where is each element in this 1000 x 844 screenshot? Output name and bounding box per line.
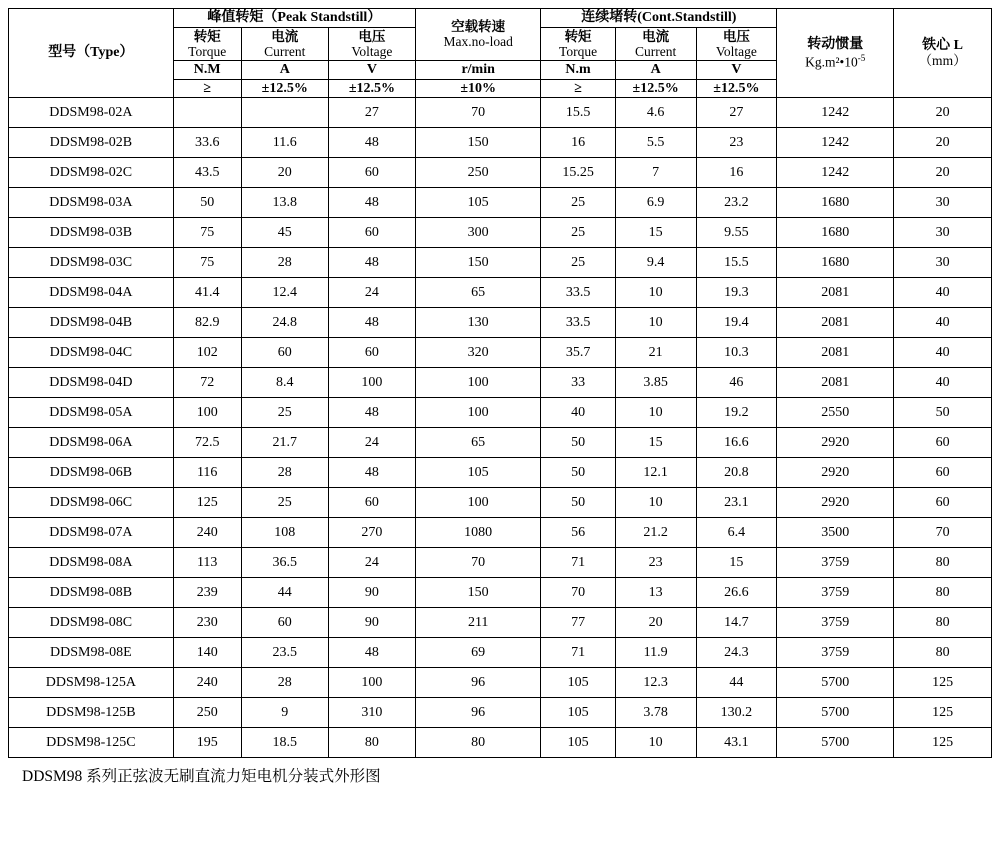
cell-peak-voltage: 24	[328, 428, 415, 458]
cell-peak-current: 23.5	[241, 638, 328, 668]
cell-cont-current: 15	[615, 218, 696, 248]
cell-core-length: 125	[894, 728, 992, 758]
cell-cont-current: 21.2	[615, 518, 696, 548]
cell-peak-torque: 195	[173, 728, 241, 758]
cell-peak-torque: 250	[173, 698, 241, 728]
cell-peak-current: 108	[241, 518, 328, 548]
cell-type: DDSM98-08C	[9, 608, 174, 638]
cell-cont-voltage: 27	[696, 98, 777, 128]
table-row	[9, 488, 992, 518]
cell-inertia: 3759	[777, 608, 894, 638]
cell-inertia: 2550	[777, 398, 894, 428]
cell-cont-torque: 50	[541, 428, 615, 458]
cell-peak-voltage: 90	[328, 608, 415, 638]
cell-cont-current: 15	[615, 428, 696, 458]
cell-cont-voltage: 23	[696, 128, 777, 158]
cell-peak-voltage: 100	[328, 668, 415, 698]
unit-cont-current: A	[615, 60, 696, 79]
cell-type: DDSM98-08A	[9, 548, 174, 578]
cell-cont-torque: 25	[541, 188, 615, 218]
cell-no-load-speed: 69	[415, 638, 540, 668]
cell-peak-current: 11.6	[241, 128, 328, 158]
header-group-max-no-load	[415, 9, 540, 61]
header-peak-current-cn: 电流	[271, 28, 299, 44]
cell-peak-voltage: 60	[328, 488, 415, 518]
cell-type: DDSM98-04B	[9, 308, 174, 338]
cell-cont-current: 23	[615, 548, 696, 578]
header-cont-torque	[541, 27, 615, 60]
header-core-length	[894, 9, 992, 98]
cell-type: DDSM98-06C	[9, 488, 174, 518]
motor-spec-table	[8, 8, 992, 758]
cell-cont-voltage: 16.6	[696, 428, 777, 458]
cell-peak-current: 12.4	[241, 278, 328, 308]
cell-type: DDSM98-04A	[9, 278, 174, 308]
table-row	[9, 278, 992, 308]
cell-peak-current: 44	[241, 578, 328, 608]
cell-cont-torque: 56	[541, 518, 615, 548]
cell-inertia: 2081	[777, 278, 894, 308]
cell-cont-current: 12.1	[615, 458, 696, 488]
cell-inertia: 2081	[777, 368, 894, 398]
tolerance-peak-current: ±12.5%	[241, 79, 328, 98]
cell-type: DDSM98-06B	[9, 458, 174, 488]
header-length-cn: 铁心 L	[922, 37, 963, 53]
cell-type: DDSM98-03A	[9, 188, 174, 218]
cell-type: DDSM98-125B	[9, 698, 174, 728]
cell-no-load-speed: 130	[415, 308, 540, 338]
cell-cont-current: 10	[615, 308, 696, 338]
cell-peak-current: 28	[241, 248, 328, 278]
cell-inertia: 1242	[777, 128, 894, 158]
table-row	[9, 518, 992, 548]
tolerance-cont-current: ±12.5%	[615, 79, 696, 98]
cell-no-load-speed: 100	[415, 488, 540, 518]
cell-core-length: 60	[894, 458, 992, 488]
cell-cont-voltage: 14.7	[696, 608, 777, 638]
cell-cont-current: 6.9	[615, 188, 696, 218]
cell-core-length: 125	[894, 698, 992, 728]
cell-peak-voltage: 24	[328, 548, 415, 578]
cell-cont-torque: 50	[541, 458, 615, 488]
table-row	[9, 578, 992, 608]
header-peak-current	[241, 27, 328, 60]
cell-peak-voltage: 48	[328, 128, 415, 158]
cell-peak-current: 28	[241, 668, 328, 698]
unit-peak-torque: N.M	[173, 60, 241, 79]
cell-cont-voltage: 15	[696, 548, 777, 578]
cell-no-load-speed: 100	[415, 398, 540, 428]
cell-inertia: 5700	[777, 698, 894, 728]
cell-no-load-speed: 100	[415, 368, 540, 398]
header-noload-cn: 空载转速	[451, 19, 506, 35]
cell-core-length: 40	[894, 308, 992, 338]
cell-no-load-speed: 96	[415, 698, 540, 728]
cell-core-length: 60	[894, 488, 992, 518]
cell-cont-voltage: 130.2	[696, 698, 777, 728]
cell-peak-current: 13.8	[241, 188, 328, 218]
cell-cont-torque: 25	[541, 248, 615, 278]
cell-cont-current: 3.78	[615, 698, 696, 728]
table-row	[9, 608, 992, 638]
cell-no-load-speed: 1080	[415, 518, 540, 548]
cell-cont-voltage: 19.3	[696, 278, 777, 308]
cell-cont-torque: 35.7	[541, 338, 615, 368]
cell-cont-torque: 15.25	[541, 158, 615, 188]
cell-peak-current	[241, 98, 328, 128]
figure-caption: DDSM98 系列正弦波无刷直流力矩电机分装式外形图	[22, 768, 381, 786]
cell-peak-current: 18.5	[241, 728, 328, 758]
header-cont-current-cn: 电流	[642, 28, 670, 44]
cell-type: DDSM98-02A	[9, 98, 174, 128]
cell-inertia: 1680	[777, 218, 894, 248]
cell-inertia: 5700	[777, 728, 894, 758]
cell-core-length: 40	[894, 278, 992, 308]
table-row	[9, 728, 992, 758]
table-row	[9, 668, 992, 698]
cell-no-load-speed: 211	[415, 608, 540, 638]
cell-peak-voltage: 48	[328, 398, 415, 428]
cell-core-length: 70	[894, 518, 992, 548]
tolerance-no-load-speed: ±10%	[415, 79, 540, 98]
table-body	[9, 98, 992, 758]
table-header	[9, 9, 992, 98]
cell-peak-torque: 239	[173, 578, 241, 608]
cell-peak-current: 20	[241, 158, 328, 188]
table-row	[9, 218, 992, 248]
cell-type: DDSM98-125A	[9, 668, 174, 698]
cell-peak-torque: 240	[173, 668, 241, 698]
cell-cont-voltage: 19.2	[696, 398, 777, 428]
cell-peak-voltage: 90	[328, 578, 415, 608]
header-inertia-cn: 转动惯量	[807, 36, 864, 52]
cell-type: DDSM98-07A	[9, 518, 174, 548]
table-row	[9, 308, 992, 338]
header-cont-current	[615, 27, 696, 60]
cell-peak-torque: 102	[173, 338, 241, 368]
cell-type: DDSM98-125C	[9, 728, 174, 758]
cell-no-load-speed: 320	[415, 338, 540, 368]
header-row-groups	[9, 9, 992, 28]
cell-cont-torque: 16	[541, 128, 615, 158]
table-row	[9, 548, 992, 578]
cell-cont-torque: 33.5	[541, 278, 615, 308]
cell-peak-current: 8.4	[241, 368, 328, 398]
cell-inertia: 2920	[777, 458, 894, 488]
cell-peak-voltage: 100	[328, 368, 415, 398]
cell-peak-torque: 82.9	[173, 308, 241, 338]
header-inertia-exp: -5	[857, 52, 866, 63]
tolerance-peak-voltage: ±12.5%	[328, 79, 415, 98]
cell-type: DDSM98-03B	[9, 218, 174, 248]
cell-cont-voltage: 19.4	[696, 308, 777, 338]
cell-cont-voltage: 44	[696, 668, 777, 698]
cell-peak-torque: 43.5	[173, 158, 241, 188]
cell-core-length: 80	[894, 638, 992, 668]
header-cont-voltage	[696, 27, 777, 60]
cell-core-length: 60	[894, 428, 992, 458]
cell-cont-voltage: 46	[696, 368, 777, 398]
cell-no-load-speed: 300	[415, 218, 540, 248]
cell-cont-current: 5.5	[615, 128, 696, 158]
cell-peak-torque: 230	[173, 608, 241, 638]
cell-cont-torque: 105	[541, 728, 615, 758]
cell-inertia: 3759	[777, 578, 894, 608]
cell-type: DDSM98-03C	[9, 248, 174, 278]
cell-core-length: 80	[894, 548, 992, 578]
cell-cont-torque: 70	[541, 578, 615, 608]
cell-inertia: 3500	[777, 518, 894, 548]
header-type: 型号（Type）	[9, 9, 174, 98]
tolerance-cont-torque: ≥	[541, 79, 615, 98]
cell-cont-voltage: 43.1	[696, 728, 777, 758]
cell-peak-voltage: 27	[328, 98, 415, 128]
cell-peak-current: 45	[241, 218, 328, 248]
header-group-cont-standstill: 连续堵转(Cont.Standstill)	[541, 9, 777, 28]
header-peak-voltage-en: Voltage	[351, 43, 393, 59]
cell-inertia: 2920	[777, 428, 894, 458]
cell-peak-voltage: 60	[328, 218, 415, 248]
cell-peak-torque: 116	[173, 458, 241, 488]
cell-cont-current: 10	[615, 728, 696, 758]
header-noload-en: Max.no-load	[443, 34, 513, 50]
tolerance-peak-torque: ≥	[173, 79, 241, 98]
cell-cont-current: 4.6	[615, 98, 696, 128]
cell-no-load-speed: 150	[415, 248, 540, 278]
cell-cont-torque: 105	[541, 698, 615, 728]
cell-cont-current: 10	[615, 278, 696, 308]
header-peak-voltage-cn: 电压	[358, 28, 386, 44]
unit-peak-voltage: V	[328, 60, 415, 79]
unit-cont-torque: N.m	[541, 60, 615, 79]
cell-inertia: 2920	[777, 488, 894, 518]
cell-cont-voltage: 6.4	[696, 518, 777, 548]
cell-core-length: 20	[894, 158, 992, 188]
header-peak-voltage	[328, 27, 415, 60]
cell-peak-current: 9	[241, 698, 328, 728]
cell-cont-current: 11.9	[615, 638, 696, 668]
cell-peak-torque: 72.5	[173, 428, 241, 458]
cell-cont-voltage: 23.1	[696, 488, 777, 518]
cell-peak-voltage: 60	[328, 338, 415, 368]
cell-peak-voltage: 48	[328, 638, 415, 668]
cell-peak-torque: 72	[173, 368, 241, 398]
cell-core-length: 30	[894, 248, 992, 278]
cell-peak-torque: 240	[173, 518, 241, 548]
cell-core-length: 40	[894, 368, 992, 398]
cell-peak-torque: 50	[173, 188, 241, 218]
cell-inertia: 1680	[777, 248, 894, 278]
cell-peak-current: 28	[241, 458, 328, 488]
header-cont-voltage-en: Voltage	[715, 43, 757, 59]
cell-no-load-speed: 150	[415, 128, 540, 158]
cell-inertia: 3759	[777, 638, 894, 668]
cell-peak-torque: 33.6	[173, 128, 241, 158]
cell-peak-current: 36.5	[241, 548, 328, 578]
header-peak-torque-cn: 转矩	[193, 28, 221, 44]
cell-cont-torque: 25	[541, 218, 615, 248]
table-row	[9, 428, 992, 458]
cell-type: DDSM98-02C	[9, 158, 174, 188]
cell-cont-voltage: 9.55	[696, 218, 777, 248]
cell-no-load-speed: 105	[415, 458, 540, 488]
cell-inertia: 3759	[777, 548, 894, 578]
cell-cont-torque: 15.5	[541, 98, 615, 128]
cell-inertia: 5700	[777, 668, 894, 698]
cell-peak-voltage: 24	[328, 278, 415, 308]
table-row	[9, 188, 992, 218]
cell-core-length: 80	[894, 608, 992, 638]
table-row	[9, 698, 992, 728]
cell-peak-torque: 140	[173, 638, 241, 668]
table-row	[9, 338, 992, 368]
cell-cont-torque: 105	[541, 668, 615, 698]
cell-type: DDSM98-05A	[9, 398, 174, 428]
header-peak-current-en: Current	[264, 43, 306, 59]
cell-cont-current: 10	[615, 488, 696, 518]
cell-cont-current: 9.4	[615, 248, 696, 278]
cell-peak-voltage: 80	[328, 728, 415, 758]
cell-peak-voltage: 48	[328, 188, 415, 218]
cell-cont-torque: 71	[541, 548, 615, 578]
header-cont-voltage-cn: 电压	[722, 28, 750, 44]
cell-core-length: 125	[894, 668, 992, 698]
cell-peak-voltage: 310	[328, 698, 415, 728]
unit-cont-voltage: V	[696, 60, 777, 79]
cell-cont-current: 3.85	[615, 368, 696, 398]
cell-inertia: 2081	[777, 338, 894, 368]
cell-inertia: 1680	[777, 188, 894, 218]
cell-cont-torque: 33	[541, 368, 615, 398]
cell-core-length: 40	[894, 338, 992, 368]
cell-cont-torque: 40	[541, 398, 615, 428]
cell-no-load-speed: 105	[415, 188, 540, 218]
cell-peak-current: 25	[241, 488, 328, 518]
cell-core-length: 30	[894, 188, 992, 218]
cell-no-load-speed: 80	[415, 728, 540, 758]
cell-peak-current: 21.7	[241, 428, 328, 458]
cell-cont-current: 13	[615, 578, 696, 608]
cell-no-load-speed: 96	[415, 668, 540, 698]
cell-cont-voltage: 23.2	[696, 188, 777, 218]
cell-core-length: 20	[894, 128, 992, 158]
table-row	[9, 458, 992, 488]
cell-cont-voltage: 20.8	[696, 458, 777, 488]
cell-peak-torque: 125	[173, 488, 241, 518]
cell-cont-current: 20	[615, 608, 696, 638]
cell-core-length: 50	[894, 398, 992, 428]
cell-cont-torque: 77	[541, 608, 615, 638]
header-group-peak-standstill: 峰值转矩（Peak Standstill）	[173, 9, 415, 28]
cell-no-load-speed: 150	[415, 578, 540, 608]
table-row	[9, 128, 992, 158]
header-peak-torque	[173, 27, 241, 60]
unit-peak-current: A	[241, 60, 328, 79]
cell-cont-voltage: 16	[696, 158, 777, 188]
cell-cont-torque: 71	[541, 638, 615, 668]
cell-type: DDSM98-02B	[9, 128, 174, 158]
cell-cont-current: 7	[615, 158, 696, 188]
cell-peak-voltage: 270	[328, 518, 415, 548]
cell-peak-voltage: 48	[328, 308, 415, 338]
header-cont-torque-cn: 转矩	[564, 28, 592, 44]
cell-type: DDSM98-08E	[9, 638, 174, 668]
unit-no-load-speed: r/min	[415, 60, 540, 79]
table-row	[9, 98, 992, 128]
header-cont-torque-en: Torque	[559, 43, 598, 59]
cell-cont-torque: 50	[541, 488, 615, 518]
header-cont-current-en: Current	[635, 43, 677, 59]
cell-cont-voltage: 24.3	[696, 638, 777, 668]
tolerance-cont-voltage: ±12.5%	[696, 79, 777, 98]
cell-no-load-speed: 250	[415, 158, 540, 188]
cell-cont-voltage: 26.6	[696, 578, 777, 608]
cell-no-load-speed: 65	[415, 428, 540, 458]
header-peak-torque-en: Torque	[188, 43, 227, 59]
cell-no-load-speed: 70	[415, 548, 540, 578]
cell-no-load-speed: 70	[415, 98, 540, 128]
cell-peak-torque: 41.4	[173, 278, 241, 308]
cell-inertia: 1242	[777, 98, 894, 128]
cell-inertia: 2081	[777, 308, 894, 338]
cell-core-length: 20	[894, 98, 992, 128]
cell-peak-torque	[173, 98, 241, 128]
cell-type: DDSM98-04D	[9, 368, 174, 398]
cell-type: DDSM98-04C	[9, 338, 174, 368]
cell-peak-torque: 113	[173, 548, 241, 578]
cell-peak-current: 60	[241, 338, 328, 368]
table-row	[9, 158, 992, 188]
cell-no-load-speed: 65	[415, 278, 540, 308]
table-row	[9, 638, 992, 668]
cell-cont-voltage: 10.3	[696, 338, 777, 368]
cell-peak-torque: 100	[173, 398, 241, 428]
cell-core-length: 30	[894, 218, 992, 248]
cell-type: DDSM98-06A	[9, 428, 174, 458]
cell-cont-current: 21	[615, 338, 696, 368]
cell-type: DDSM98-08B	[9, 578, 174, 608]
cell-peak-torque: 75	[173, 248, 241, 278]
cell-cont-current: 12.3	[615, 668, 696, 698]
cell-peak-torque: 75	[173, 218, 241, 248]
header-inertia	[777, 9, 894, 98]
cell-cont-current: 10	[615, 398, 696, 428]
cell-peak-voltage: 60	[328, 158, 415, 188]
cell-cont-torque: 33.5	[541, 308, 615, 338]
cell-peak-current: 24.8	[241, 308, 328, 338]
table-row	[9, 398, 992, 428]
header-inertia-unit: $Kg.m^2•10^{-5}$	[805, 52, 866, 70]
cell-peak-voltage: 48	[328, 248, 415, 278]
cell-inertia: 1242	[777, 158, 894, 188]
cell-cont-voltage: 15.5	[696, 248, 777, 278]
table-row	[9, 248, 992, 278]
cell-core-length: 80	[894, 578, 992, 608]
cell-peak-current: 25	[241, 398, 328, 428]
cell-peak-current: 60	[241, 608, 328, 638]
cell-peak-voltage: 48	[328, 458, 415, 488]
table-row	[9, 368, 992, 398]
header-length-unit: （mm）	[918, 53, 967, 69]
